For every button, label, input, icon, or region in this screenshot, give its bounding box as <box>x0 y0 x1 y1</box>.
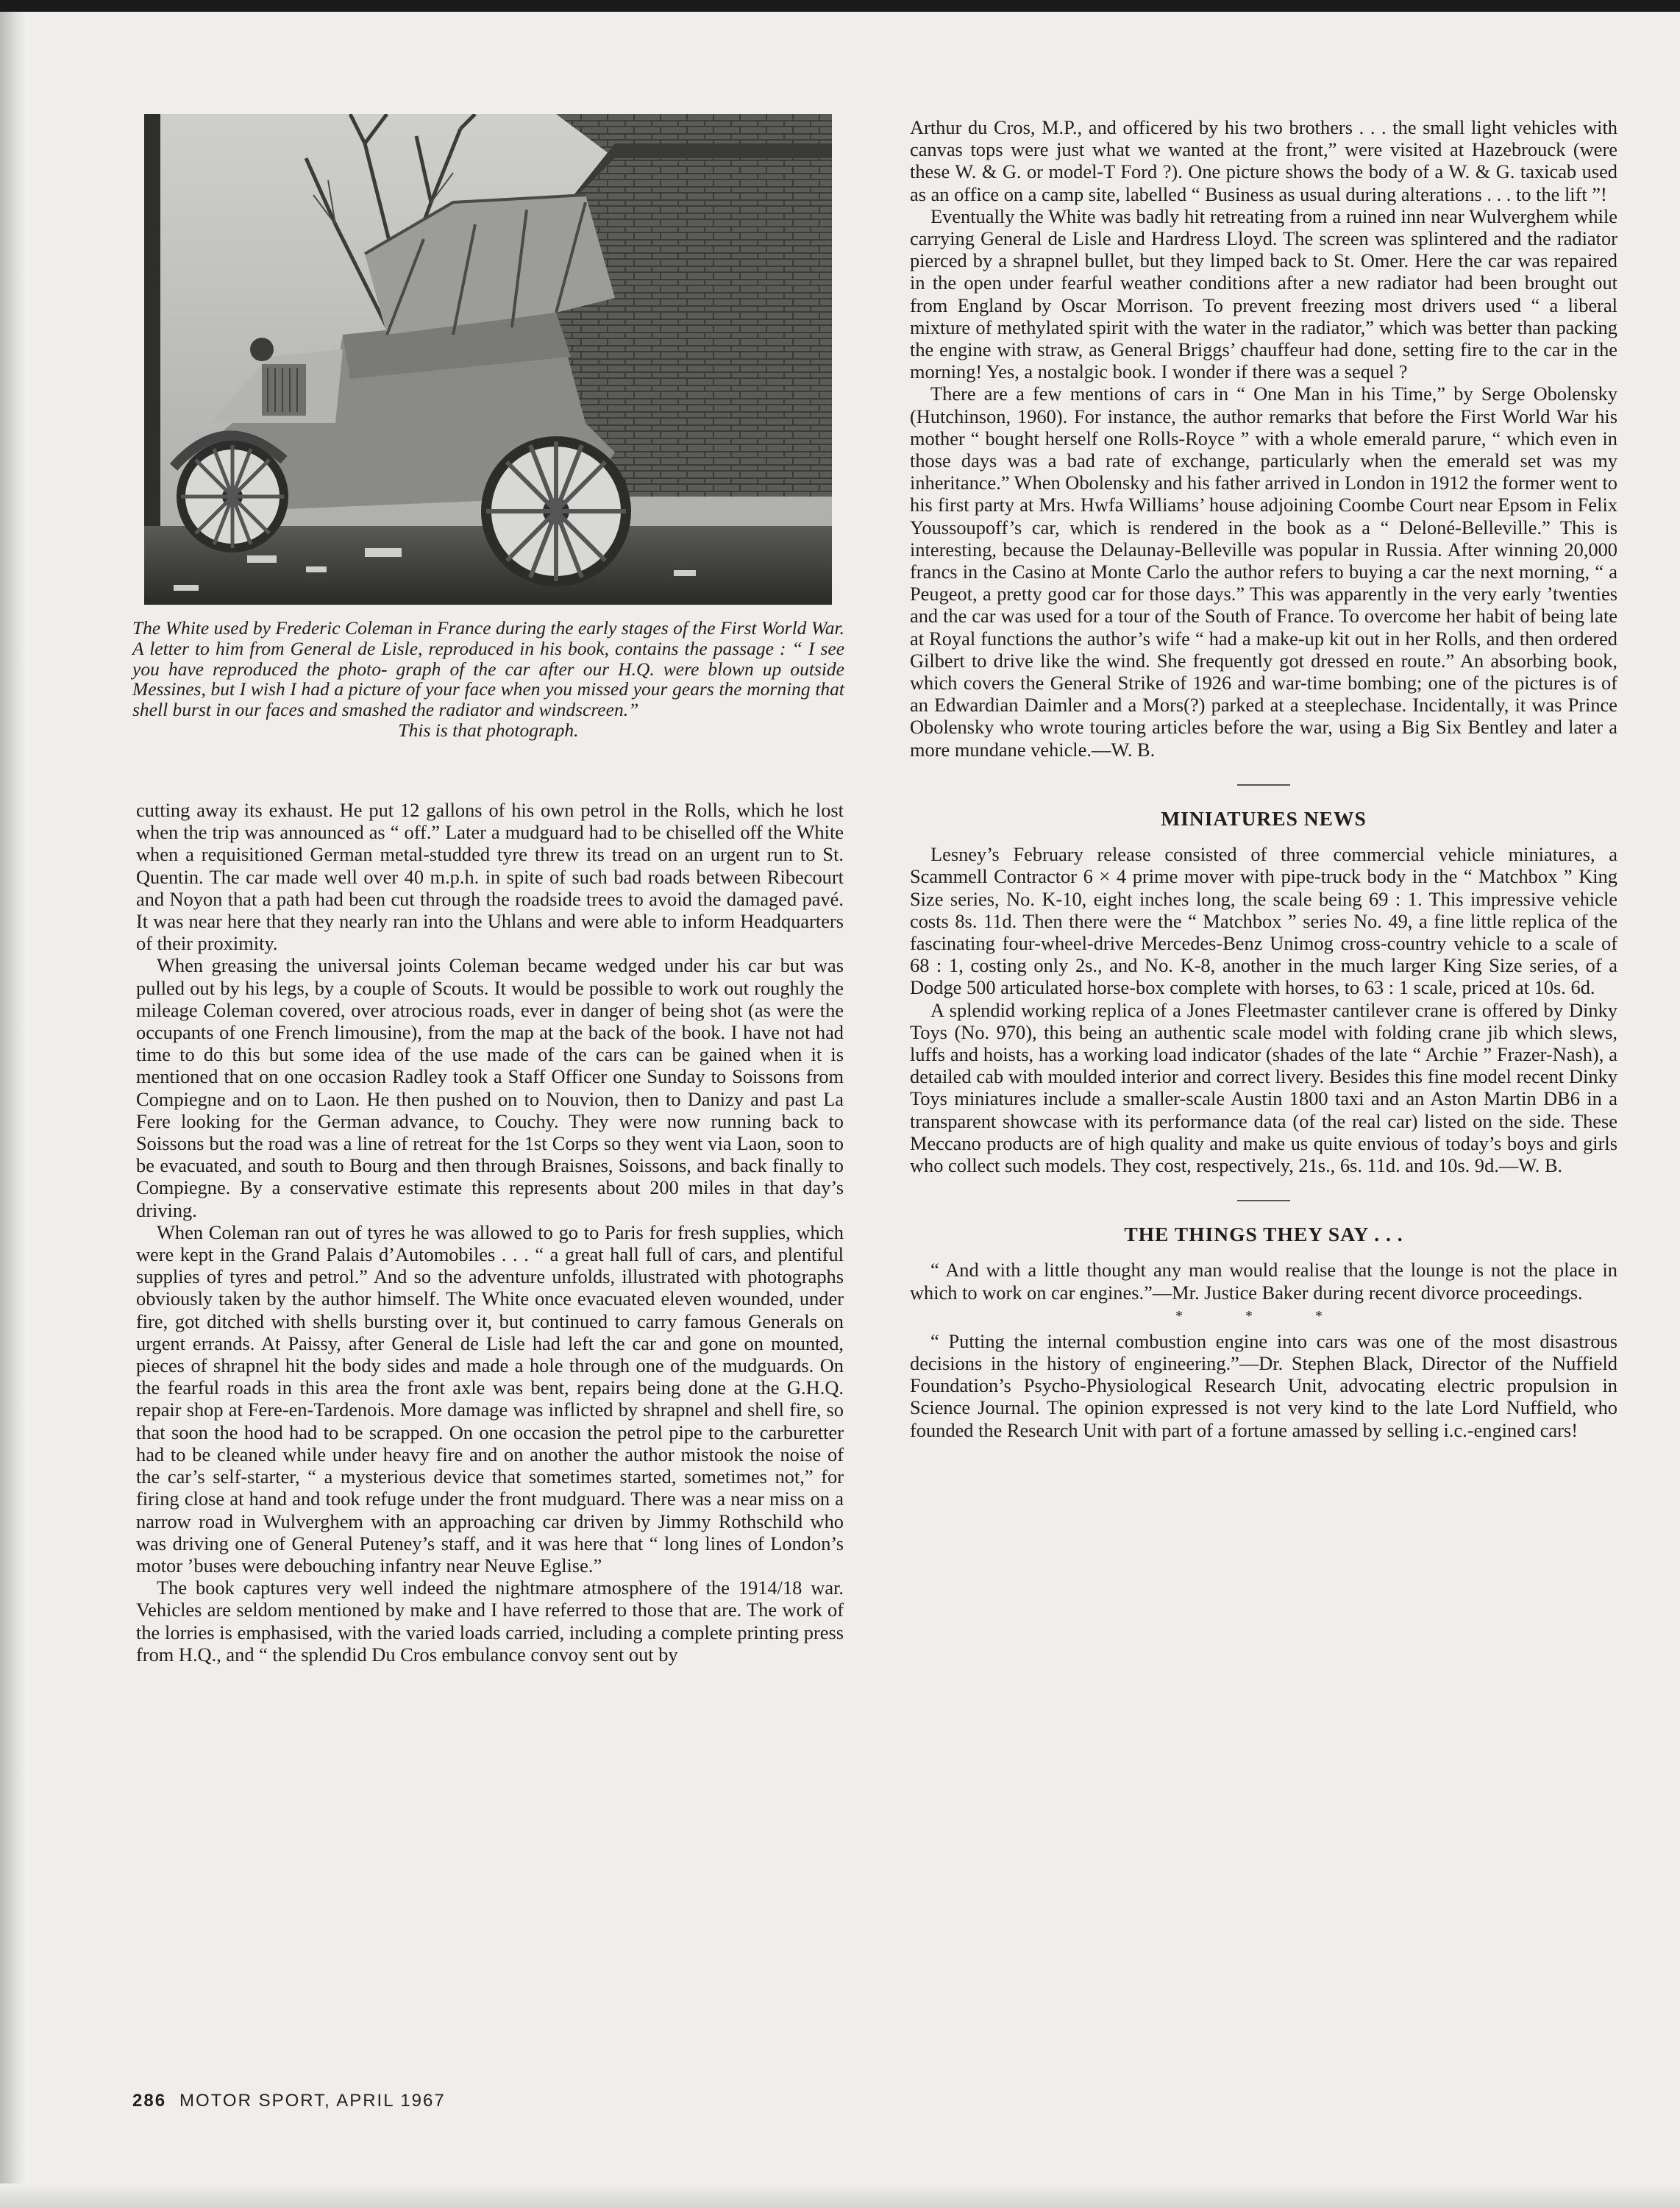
caption-line: wish I had a picture of your face when you missed your gears the morning <box>250 678 811 700</box>
caption-line: the First World War. A letter to him from General de Lisle, reproduced <box>132 617 845 659</box>
section-heading-miniatures: MINIATURES NEWS <box>1161 806 1367 830</box>
paragraph: The book captures very well indeed the nightmare atmosphere of the 1914/18 war. Vehicles are seldom mentioned by make and I have referred to those that are. The work of the lorries is emphasised, with the varied loads carried, including a complete printing press from H.Q., and “ the splendid Du Cros embulance convoy sent out by <box>136 1577 844 1666</box>
paragraph: Arthur du Cros, M.P., and officered by his two brothers . . . the small light vehicles with canvas tops were just what we wanted at the front,” were visited at Hazebrouck (were these W. & G. or model-T Ford ?). One picture shows the body of a W. & G. taxicab used as an office on a camp site, labelled “ Business as usual during alterations . . . to the lift ”! <box>910 116 1617 205</box>
right-column <box>910 116 1617 1441</box>
paragraph: A splendid working replica of a Jones Fleetmaster cantilever crane is offered by Dinky Toys (No. 970), this being an authentic scale model with folding crane jib which slews, luffs and hoists, has a working load indicator (shades of the late “ Archie ” Frazer-Nash), a detailed cab with moulded interior and correct livery. Besides this fine model recent Dinky Toys miniatures include a smaller-scale Austin 1800 taxi and an Aston Martin DB6 in a transparent showcase with its performance data (of the real car) listed on the side. These Meccano products are of high quality and make us quite envious of today’s boys and girls who collect such models. They cost, respectively, 21s., 6s. 11d. and 10s. 9d.—W. B. <box>910 998 1617 1176</box>
vintage-car-photo <box>144 114 832 605</box>
page-binding-shadow <box>0 12 25 2207</box>
paragraph: Eventually the White was badly hit retreating from a ruined inn near Wulverghem while carrying General de Lisle and Hardress Lloyd. The screen was splintered and the radiator pierced by a shrapnel bullet, but they limped back to St. Omer. Here the car was repaired in the open under fearful weather conditions after a new radiator had been brought out from England by Oscar Morrison. To prevent freezing most drivers used “ a liberal mixture of methylated spirit with the water in the radiator,” which was better than packing the engine with straw, as General Briggs’ chauffeur had done, setting fire to the car in the morning! Yes, a nostalgic book. I wonder if there was a sequel ? <box>910 205 1617 383</box>
publication-name: MOTOR SPORT, APRIL 1967 <box>179 2091 446 2111</box>
vintage-car-photo-icon <box>144 114 832 605</box>
caption-line: that shell burst in our faces and smashed the radiator and windscreen.” <box>132 678 845 721</box>
caption-line: The White used by Frederic Coleman in France during the early stages of <box>132 617 688 639</box>
caption-last-line: This is that photograph. <box>398 719 579 741</box>
page-footer <box>132 2091 446 2111</box>
quote-paragraph: “ And with a little thought any man would realise that the lounge is not the place in which to work on car engines.”—Mr. Justice Baker during recent divorce proceedings. <box>910 1259 1617 1304</box>
section-heading-things-they-say: THE THINGS THEY SAY . . . <box>1124 1223 1403 1246</box>
photo-caption <box>132 618 844 741</box>
paragraph: cutting away its exhaust. He put 12 gallons of his own petrol in the Rolls, which he lost when the trip was announced as “ off.” Later a mudguard had to be chiselled off the White when a requisitioned German metal-studded tyre threw its tread on an urgent run to St. Quentin. The car made well over 40 m.p.h. in spite of such bad roads between Ribecourt and Noyon that a path had been cut through the roadside trees to avoid the damaged pavé. It was near here that they nearly ran into the Uhlans and were able to inform Headquarters of their proximity. <box>136 799 844 955</box>
quote-paragraph: “ Putting the internal combustion engine into cars was one of the most disastrous decisions in the history of engineering.”—Dr. Stephen Black, Director of the Nuffield Foundation’s Psycho-Physiological Research Unit, advocating electric propulsion in Science Journal. The opinion expressed is not very kind to the late Lord Nuffield, who founded the Research Unit with part of a fortune amassed by selling i.c.-engined cars! <box>910 1329 1617 1441</box>
separator-stars: * * * <box>1175 1307 1352 1324</box>
section-divider <box>1237 784 1290 786</box>
left-column <box>136 799 844 1666</box>
page-number: 286 <box>132 2091 167 2111</box>
paragraph: When Coleman ran out of tyres he was allowed to go to Paris for fresh supplies, which were kept in the Grand Palais d’Automobiles . . . “ a great hall full of cars, and plentiful supplies of tyres and petrol.” And so the adventure unfolds, illustrated with photographs obviously taken by the author himself. The White once evacuated eleven wounded, under fire, got ditched with shells bursting over it, but continued to carry famous Generals on urgent errands. At Paissy, after General de Lisle had left the car and gone on mounted, pieces of shrapnel hit the body sides and made a hole through one of the mudguards. On the fearful roads in this area the front axle was bent, repairs being done at the G.H.Q. repair shop at Fere-en-Tardenois. More damage was inflicted by shrapnel and shell fire, so that soon the hood had to be scrapped. On one occasion the petrol pipe to the carburetter had to be cleaned while under heavy fire and on another the author mistook the noise of the car’s self-starter, “ a mysterious device that sometimes started, sometimes not,” for firing close at hand and took refuge under the front mudguard. There was a near miss on a narrow road in Wulverghem with an approaching car driven by Jimmy Rothschild who was driving one of General Puteney’s staff, and it was here that “ long lines of London’s motor ’buses were debouching infantry near Neuve Eglise.” <box>136 1220 844 1577</box>
paragraph: When greasing the universal joints Coleman became wedged under his car but was pulled out by his legs, by a couple of Scouts. It would be possible to work out roughly the mileage Coleman covered, over atrocious roads, ever in danger of being shot (as were the occupants of one French limousine), from the map at the back of the book. I have not had time to do this but some idea of the use made of the cars can be gained when it is mentioned that on one occasion Radley took a Staff Officer one Sunday to Soissons from Compiegne and on to Laon. He then pushed on to Nouvion, then to Danizy and past La Fere looking for the German advance, to Couchy. They were now running back to Soissons but the road was a line of retreat for the 1st Corps so they went via Laon, soon to be evacuated, and south to Bourg and then through Braisnes, Soissons, and back finally to Compiegne. By a conservative estimate this represents about 200 miles in that day’s driving. <box>136 954 844 1221</box>
caption-line: graph of the car after our H.Q. were blown up outside Messines, but I <box>132 658 844 700</box>
page-edge-top <box>0 0 1680 12</box>
page-edge-bottom <box>0 2183 1680 2207</box>
section-divider <box>1237 1200 1290 1201</box>
paragraph: Lesney’s February release consisted of three commercial vehicle miniatures, a Scammell Contractor 6 × 4 prime mover with pipe-truck body in the “ Matchbox ” King Size series, No. K-10, eight inches long, the scale being 69 : 1. This impressive vehicle costs 8s. 11d. Then there were the “ Matchbox ” series No. 49, a fine little replica of the fascinating four-wheel-drive Mercedes-Benz Unimog cross-country vehicle to a scale of 68 : 1, costing only 2s., and No. K-8, another in the much larger King Size series, of a Dodge 500 articulated horse-box complete with horses, to 63 : 1 scale, priced at 10s. 6d. <box>910 843 1617 999</box>
caption-line: in his book, contains the passage : “ I see you have reproduced the photo- <box>132 637 845 680</box>
paragraph: There are a few mentions of cars in “ One Man in his Time,” by Serge Obolensky (Hutchinson, 1960). For instance, the author remarks that before the First World War his mother “ bought herself one Rolls-Royce ” with a whole emerald parure, “ which even in those days was a bad rate of exchange, particularly when the emerald set was my inheritance.” When Obolensky and his father arrived in London in 1912 the former went to his first party at Mrs. Hwfa Williams’ house adjoining Coombe Court near Epsom in Felix Youssoupoff’s car, which is rendered in the book as a “ Deloné-Belleville.” This is interesting, because the Delaunay-Belleville was popular in Russia. After winning 20,000 francs in the Casino at Monte Carlo the author refers to buying a car the next morning, “ a Peugeot, a pretty good car for those days.” This was apparently in the very early ’twenties and the car was used for a tour of the South of France. To overcome her habit of being late at Royal functions the author’s wife “ had a make-up kit out in her Rolls, and then ordered Gilbert to drive like the wind. She frequently got dressed en route.” An absorbing book, which covers the General Strike of 1926 and war-time bombing; one of the pictures is of an Edwardian Daimler and a Mors(?) parked at a steeplechase. Incidentally, it was Prince Obolensky who wrote touring articles before the war, using a Big Six Bentley and later a more mundane vehicle.—W. B. <box>910 383 1617 761</box>
